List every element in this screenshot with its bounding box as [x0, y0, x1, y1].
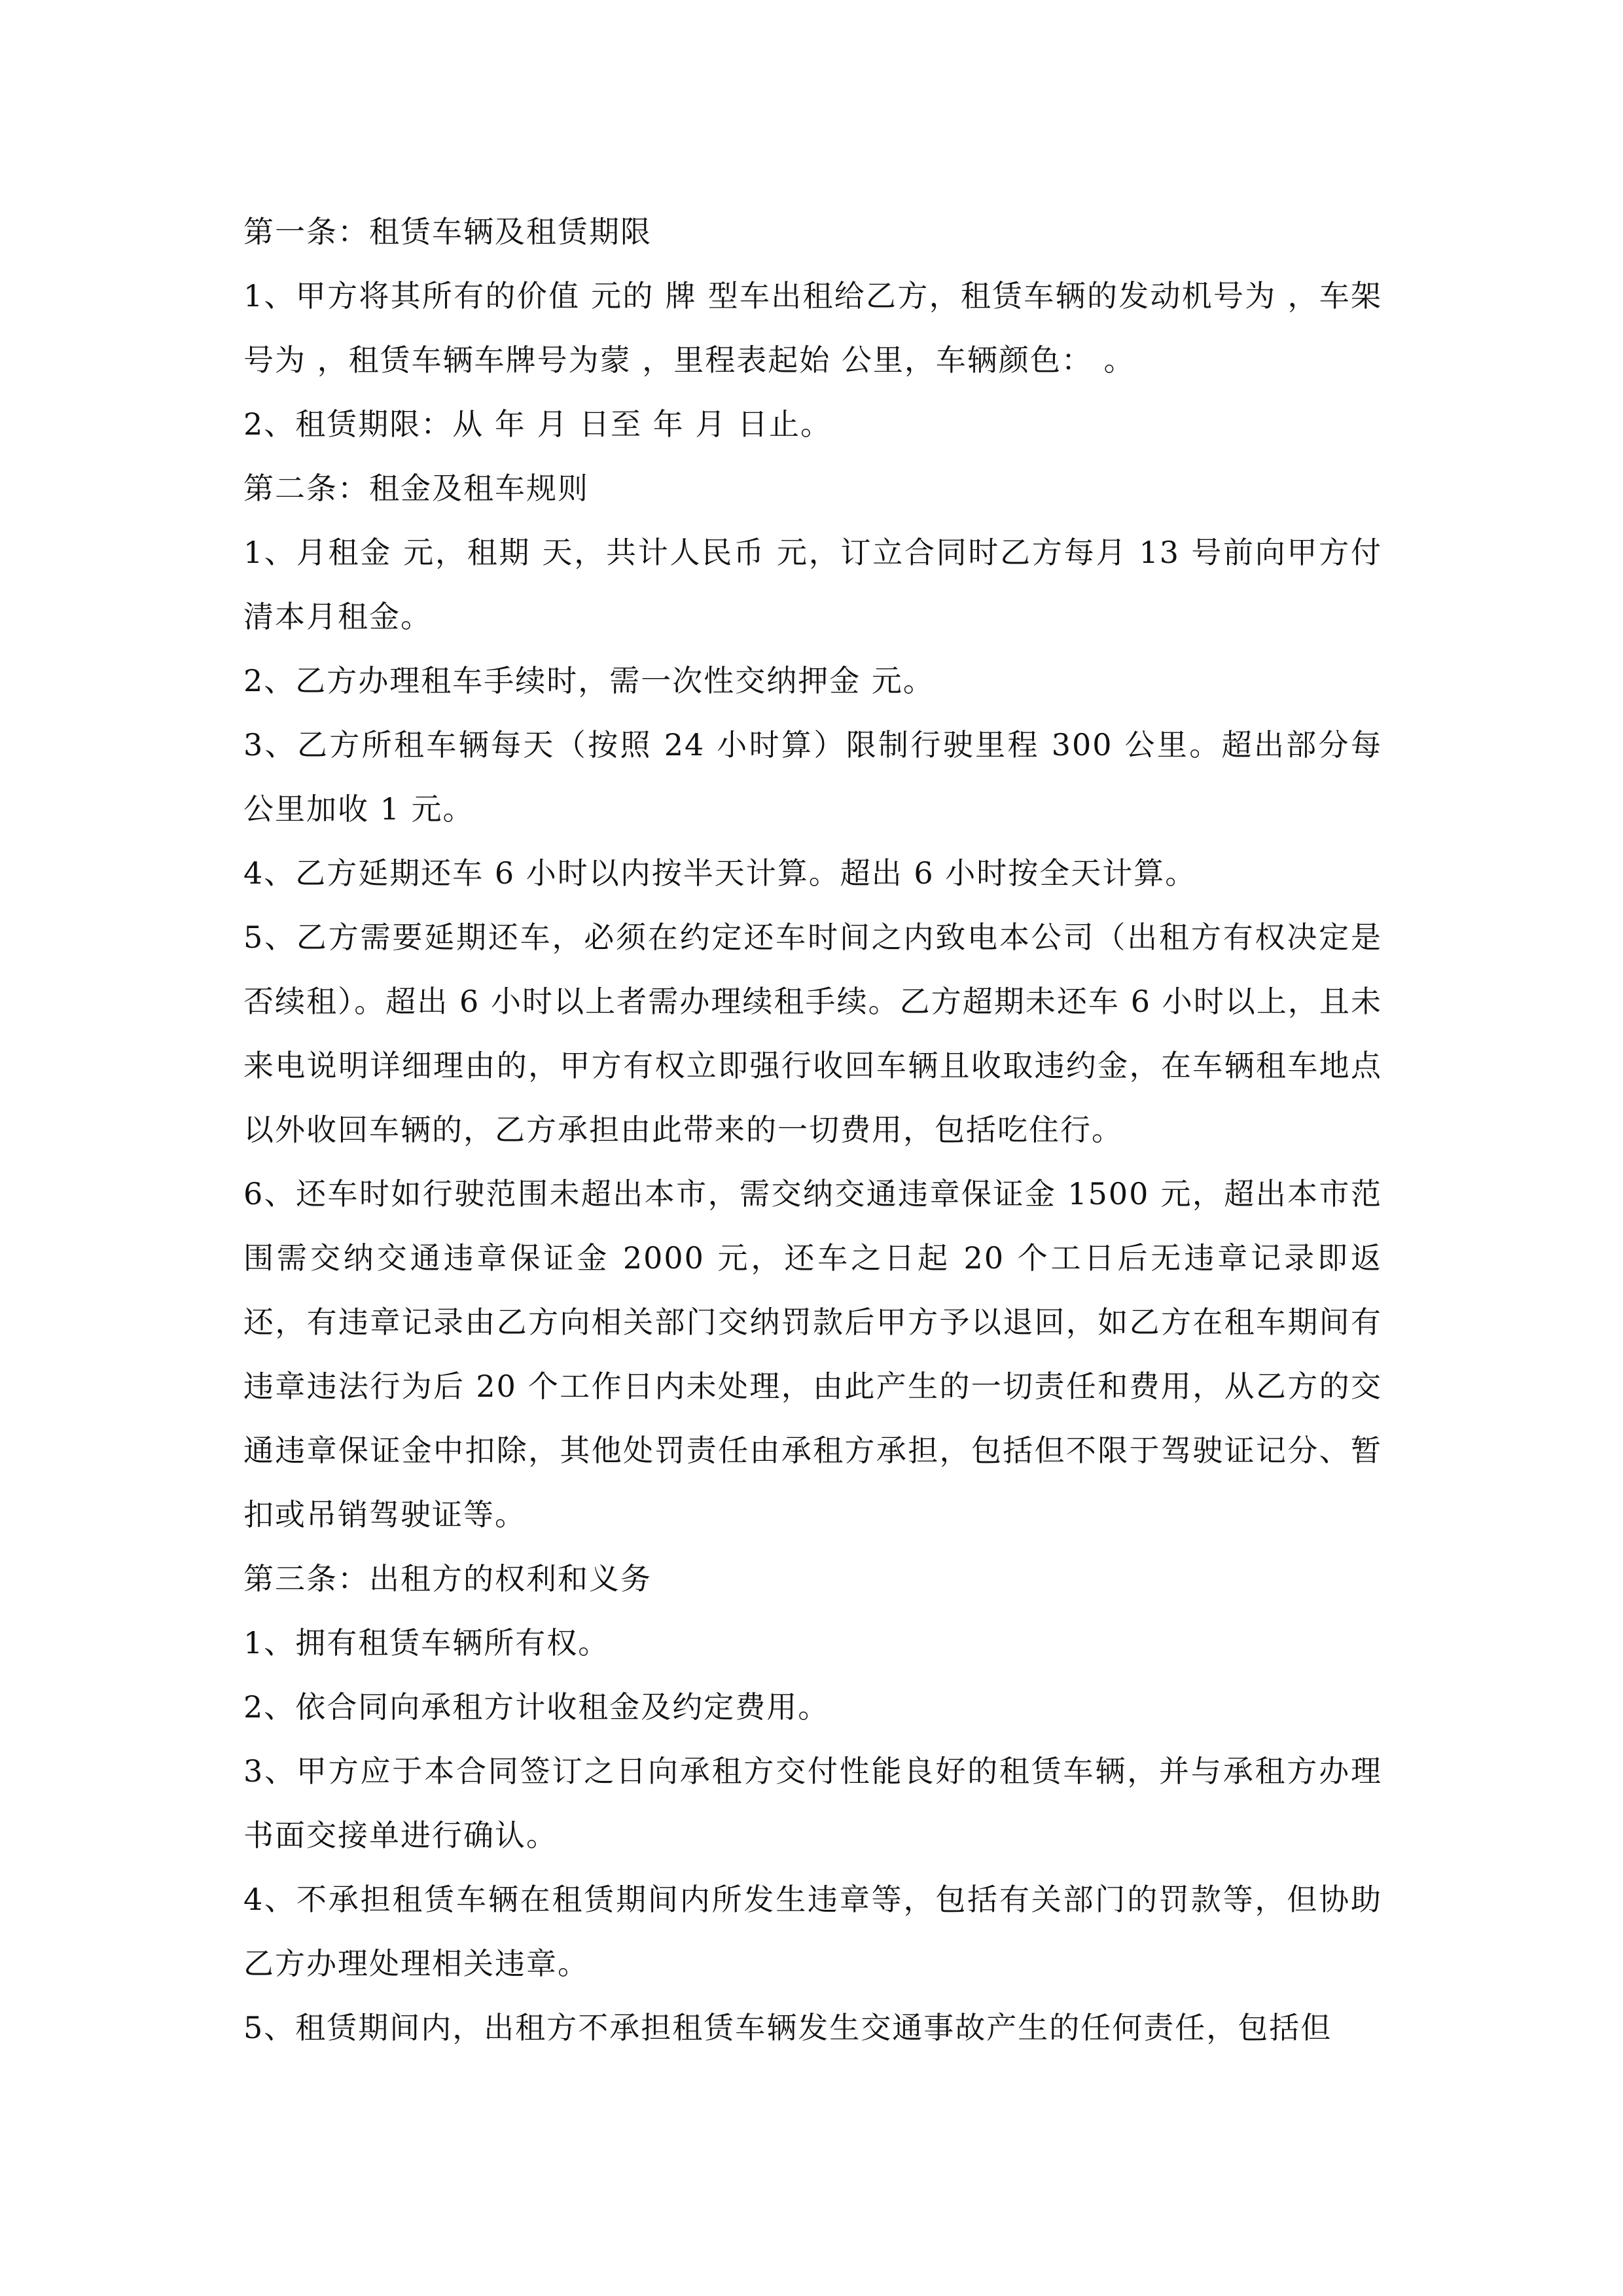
clause-2-4: 4、乙方延期还车 6 小时以内按半天计算。超出 6 小时按全天计算。 [243, 855, 1197, 891]
clause-2-1: 1、月租金 元，租期 天，共计人民币 元，订立合同时乙方每月 13 号前向甲方付清本月租金。 [243, 535, 1382, 634]
clause-2-2: 2、乙方办理租车手续时，需一次性交纳押金 元。 [243, 663, 935, 698]
clause-2-3: 3、乙方所租车辆每天（按照 24 小时算）限制行驶里程 300 公里。超出部分每公里加收 1 元。 [243, 727, 1382, 827]
clause-3-1: 1、拥有租赁车辆所有权。 [243, 1625, 610, 1660]
clause-2-5: 5、乙方需要延期还车，必须在约定还车时间之内致电本公司（出租方有权决定是否续租）。超出 6 小时以上者需办理续租手续。乙方超期未还车 6 小时以上，且未来电说明详细理由的，甲方有权立即强行收回车辆且收取违约金，在车辆租车地点以外收回车辆的，乙方承担由此带来的一切费用，包括吃住行。 [243, 920, 1382, 1147]
clause-3-4: 4、不承担租赁车辆在租赁期间内所发生违章等，包括有关部门的罚款等，但协助乙方办理处理相关违章。 [243, 1882, 1382, 1981]
clause-3-2: 2、依合同向承租方计收租金及约定费用。 [243, 1689, 830, 1725]
clause-1-1: 1、甲方将其所有的价值 元的 牌 型车出租给乙方，租赁车辆的发动机号为 ，车架号为 ，租赁车辆车牌号为蒙 ，里程表起始 公里，车辆颜色： 。 [243, 278, 1382, 378]
article-3-heading: 第三条：出租方的权利和义务 [243, 1561, 652, 1596]
document-body [243, 200, 1382, 2060]
article-2-heading: 第二条：租金及租车规则 [243, 471, 589, 506]
clause-3-3: 3、甲方应于本合同签订之日向承租方交付性能良好的租赁车辆，并与承租方办理书面交接单进行确认。 [243, 1753, 1382, 1853]
clause-3-5: 5、租赁期间内，出租方不承担租赁车辆发生交通事故产生的任何责任，包括但 [243, 2010, 1332, 2045]
clause-2-6: 6、还车时如行驶范围未超出本市，需交纳交通违章保证金 1500 元，超出本市范围需交纳交通违章保证金 2000 元，还车之日起 20 个工日后无违章记录即返还，有违章记录由乙方向相关部门交纳罚款后甲方予以退回，如乙方在租车期间有违章违法行为后 20 个工作日内未处理，由此产生的一切责任和费用，从乙方的交通违章保证金中扣除，其他处罚责任由承租方承担，包括但不限于驾驶证记分、暂扣或吊销驾驶证等。 [243, 1176, 1382, 1532]
clause-1-2: 2、租赁期限：从 年 月 日至 年 月 日止。 [243, 406, 832, 442]
article-1-heading: 第一条：租赁车辆及租赁期限 [243, 214, 652, 249]
